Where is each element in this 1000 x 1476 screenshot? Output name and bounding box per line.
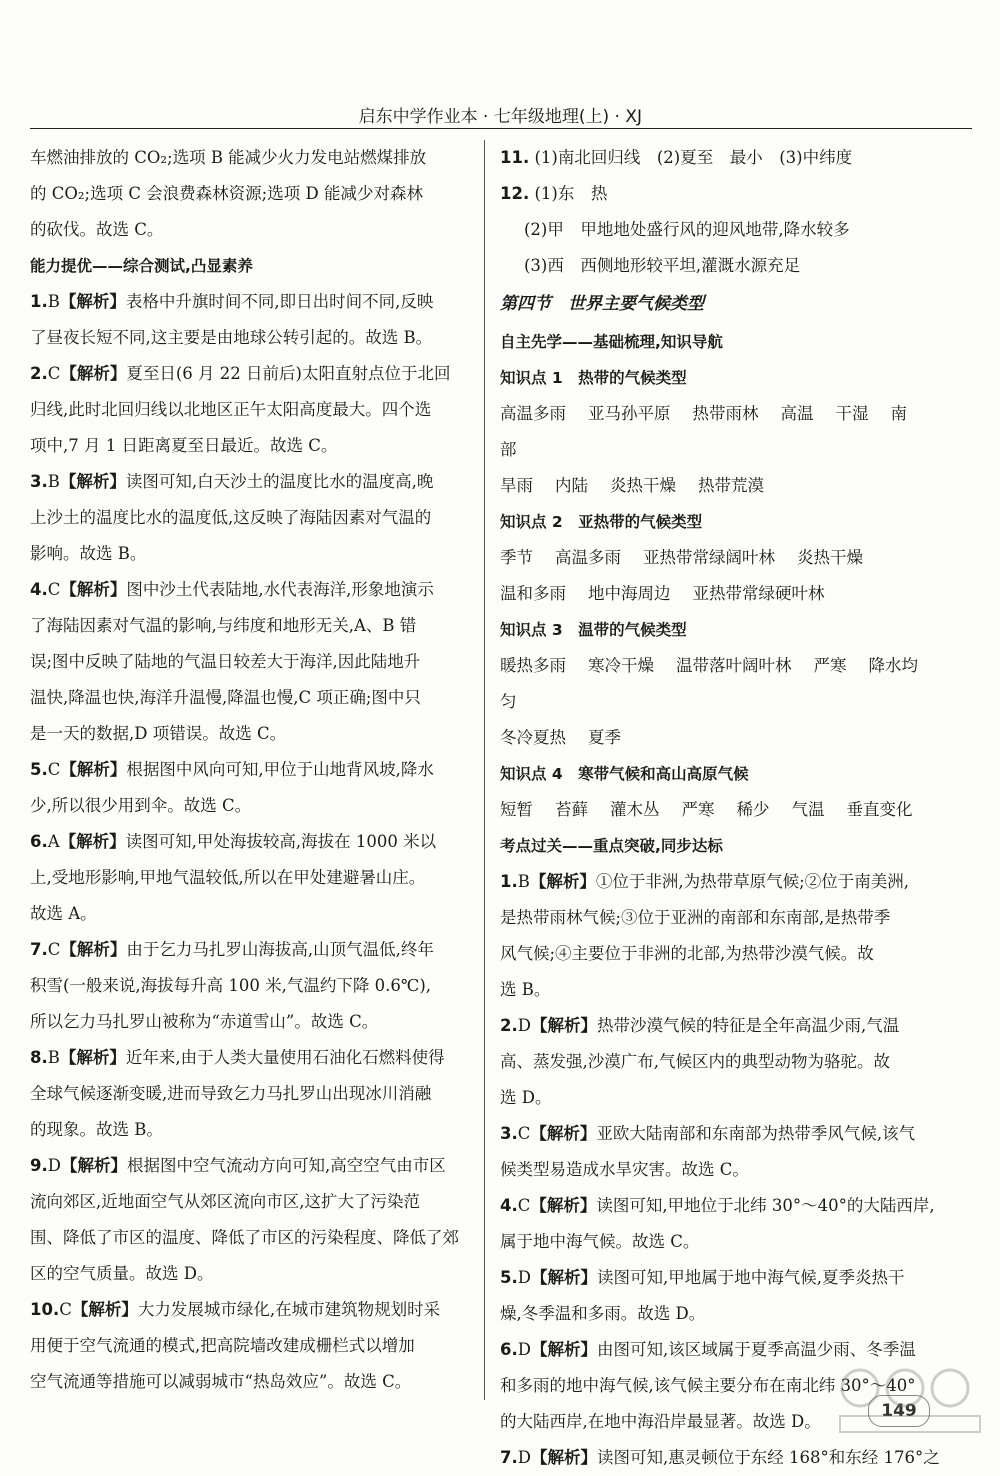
answer-line xyxy=(500,1116,940,1152)
term-row xyxy=(500,540,940,576)
analysis-tag: 【解析】 xyxy=(530,1124,597,1143)
answer-line xyxy=(500,900,940,936)
term: 南部 xyxy=(500,404,907,459)
answer-text: 根据图中空气流动方向可知,高空空气由市区 xyxy=(126,1156,446,1175)
answer-text: 少,所以很少用到伞。故选 C。 xyxy=(30,796,252,815)
answer-text: 表格中升旗时间不同,即日出时间不同,反映 xyxy=(125,292,434,311)
answer-line xyxy=(500,936,940,972)
answer-choice: B xyxy=(47,1048,60,1067)
answer-choice: C xyxy=(47,940,61,959)
answer-line xyxy=(500,1224,940,1260)
term: 高温多雨 xyxy=(555,548,621,567)
answer-line xyxy=(30,896,470,932)
analysis-tag: 【解析】 xyxy=(60,1156,127,1175)
answer-12 xyxy=(500,176,940,212)
answer-choice: C xyxy=(47,364,61,383)
right-column xyxy=(500,140,940,1476)
answer-choice: D xyxy=(517,1268,531,1287)
question-number: 7. xyxy=(30,940,48,959)
term: 夏季 xyxy=(588,728,621,747)
term: 冬冷夏热 xyxy=(500,728,566,747)
analysis-tag: 【解析】 xyxy=(59,292,126,311)
term: 气温 xyxy=(791,800,825,819)
term-row xyxy=(500,792,940,828)
answer-choice: B xyxy=(517,872,530,891)
analysis-tag: 【解析】 xyxy=(530,1016,597,1035)
question-number: 1. xyxy=(500,872,518,891)
term: 温和多雨 xyxy=(500,584,566,603)
answer-line xyxy=(500,1296,940,1332)
term: 地中海周边 xyxy=(588,584,671,603)
answer-choice: C xyxy=(59,1300,72,1319)
question-number: 10. xyxy=(30,1300,60,1319)
term-row xyxy=(500,648,940,720)
answer-text: 候类型易造成水旱灾害。故选 C。 xyxy=(500,1160,749,1179)
analysis-tag: 【解析】 xyxy=(530,1196,597,1215)
answer-text: 区的空气质量。故选 D。 xyxy=(30,1264,214,1283)
analysis-tag: 【解析】 xyxy=(71,1300,138,1319)
section-heading-exam: 考点过关——重点突破,同步达标 xyxy=(500,837,723,855)
analysis-tag: 【解析】 xyxy=(60,580,127,599)
answer-line xyxy=(30,500,470,536)
term-row xyxy=(500,576,940,612)
answer-line xyxy=(30,464,470,500)
answer-text: 风气候;④主要位于非洲的北部,为热带沙漠气候。故 xyxy=(500,944,874,963)
question-number: 5. xyxy=(30,760,48,779)
header-title: 启东中学作业本 · 七年级地理(上) · XJ xyxy=(358,107,642,127)
question-number: 5. xyxy=(500,1268,518,1287)
column-divider xyxy=(484,140,485,1400)
answer-text: 由图可知,该区域属于夏季高温少雨、冬季温 xyxy=(596,1340,916,1359)
knowledge-points xyxy=(500,360,940,828)
answer-text: ①位于非洲,为热带草原气候;②位于南美洲, xyxy=(595,872,909,891)
question-number: 2. xyxy=(30,364,48,383)
term: 灌木丛 xyxy=(610,800,660,819)
analysis-tag: 【解析】 xyxy=(59,1048,126,1067)
answer-text: 和多雨的地中海气候,该气候主要分布在南北纬 30°～40° xyxy=(500,1376,916,1395)
answer-line xyxy=(500,972,940,1008)
answer-line xyxy=(500,1152,940,1188)
term: 热带荒漠 xyxy=(698,476,764,495)
chapter-title: 第四节 世界主要气候类型 xyxy=(500,294,704,314)
term: 炎热干燥 xyxy=(797,548,863,567)
answer-line xyxy=(30,752,470,788)
answer-text: 用便于空气流通的模式,把高院墙改建成栅栏式以增加 xyxy=(30,1336,415,1355)
term: 高温多雨 xyxy=(500,404,566,423)
answer-text: 是热带雨林气候;③位于亚洲的南部和东南部,是热带季 xyxy=(500,908,891,927)
answer-text: 项中,7 月 1 日距离夏至日最近。故选 C。 xyxy=(30,436,338,455)
term: 降水均匀 xyxy=(500,656,918,711)
answer-choice: C xyxy=(47,760,61,779)
term: 季节 xyxy=(500,548,533,567)
answer-line xyxy=(500,1008,940,1044)
answer-line xyxy=(30,1148,470,1184)
answer-text: 了海陆因素对气温的影响,与纬度和地形无关,A、B 错 xyxy=(30,616,417,635)
term: 亚热带常绿阔叶林 xyxy=(643,548,775,567)
answer-line xyxy=(30,1112,470,1148)
question-number: 12. xyxy=(500,184,530,203)
term: 温带落叶阔叶林 xyxy=(676,656,792,675)
term: 短暂 xyxy=(500,800,533,819)
term: 垂直变化 xyxy=(846,800,913,819)
analysis-tag: 【解析】 xyxy=(530,1268,597,1287)
answer-line xyxy=(30,1040,470,1076)
answer-line xyxy=(500,1188,940,1224)
answer-choice: C xyxy=(517,1124,531,1143)
answer-line xyxy=(30,1184,470,1220)
term: 苔藓 xyxy=(555,800,588,819)
answer-text: 温快,降温也快,海洋升温慢,降温也慢,C 项正确;图中只 xyxy=(30,688,421,707)
term: 内陆 xyxy=(555,476,588,495)
answer-line xyxy=(30,356,470,392)
question-number: 2. xyxy=(500,1016,518,1035)
answer-line xyxy=(30,1364,470,1400)
answer-text: 读图可知,甲地属于地中海气候,夏季炎热干 xyxy=(596,1268,905,1287)
term: 稀少 xyxy=(736,800,770,819)
question-number: 3. xyxy=(30,472,48,491)
answer-text: 全球气候逐渐变暖,进而导致乞力马扎罗山出现冰川消融 xyxy=(30,1084,432,1103)
knowledge-point-title: 知识点 4 寒带气候和高山高原气候 xyxy=(500,765,749,783)
answer-choice: D xyxy=(517,1448,531,1467)
answer-text: 是一天的数据,D 项错误。故选 C。 xyxy=(30,724,287,743)
answer-choice: B xyxy=(47,292,60,311)
term: 炎热干燥 xyxy=(610,476,676,495)
answer-line xyxy=(30,428,470,464)
continued-line: 的 CO₂;选项 C 会浪费森林资源;选项 D 能减少对森林 xyxy=(30,184,423,203)
analysis-tag: 【解析】 xyxy=(59,832,126,851)
answer-text: 属于地中海气候。故选 C。 xyxy=(500,1232,700,1251)
answer-choice: D xyxy=(47,1156,61,1175)
term: 热带雨林 xyxy=(692,404,759,423)
answer-text: 燥,冬季温和多雨。故选 D。 xyxy=(500,1304,706,1323)
term: 干湿 xyxy=(835,404,869,423)
question-number: 4. xyxy=(500,1196,518,1215)
answer-text: 了昼夜长短不同,这主要是由地球公转引起的。故选 B。 xyxy=(30,328,433,347)
answer-text: 围、降低了市区的温度、降低了市区的污染程度、降低了郊 xyxy=(30,1228,459,1247)
analysis-tag: 【解析】 xyxy=(530,1448,597,1467)
answer-text: 高、蒸发强,沙漠广布,气候区内的典型动物为骆驼。故 xyxy=(500,1052,890,1071)
answer-text: 根据图中风向可知,甲位于山地背风坡,降水 xyxy=(126,760,434,779)
term-row xyxy=(500,468,940,504)
term: 寒冷干燥 xyxy=(588,656,654,675)
answer-line xyxy=(500,1044,940,1080)
analysis-tag: 【解析】 xyxy=(59,472,126,491)
analysis-tag: 【解析】 xyxy=(60,940,127,959)
answer-text: 热带沙漠气候的特征是全年高温少雨,气温 xyxy=(596,1016,900,1035)
analysis-tag: 【解析】 xyxy=(529,872,596,891)
answer-line xyxy=(500,1440,940,1476)
answer-text: 流向郊区,近地面空气从郊区流向市区,这扩大了污染范 xyxy=(30,1192,420,1211)
answer-text: 故选 A。 xyxy=(30,904,97,923)
answer-text: (1)东 热 xyxy=(534,184,608,203)
page-number: 149 xyxy=(868,1395,930,1427)
knowledge-point-title: 知识点 1 热带的气候类型 xyxy=(500,369,687,387)
answer-text: 空气流通等措施可以减弱城市“热岛效应”。故选 C。 xyxy=(30,1372,412,1391)
answer-choice: C xyxy=(517,1196,531,1215)
answer-line xyxy=(30,932,470,968)
answer-text: 读图可知,甲地位于北纬 30°～40°的大陆西岸, xyxy=(596,1196,935,1215)
question-number: 11. xyxy=(500,148,530,167)
answer-line xyxy=(30,284,470,320)
analysis-tag: 【解析】 xyxy=(530,1340,597,1359)
answer-choice: D xyxy=(517,1340,531,1359)
answer-line xyxy=(30,392,470,428)
answer-line xyxy=(30,1076,470,1112)
answer-text: 夏至日(6 月 22 日前后)太阳直射点位于北回 xyxy=(126,364,451,383)
watermark-logo xyxy=(830,1360,990,1440)
question-number: 9. xyxy=(30,1156,48,1175)
answer-text: 所以乞力马扎罗山被称为“赤道雪山”。故选 C。 xyxy=(30,1012,379,1031)
answer-line xyxy=(30,608,470,644)
answer-line xyxy=(30,572,470,608)
answer-line xyxy=(30,860,470,896)
analysis-tag: 【解析】 xyxy=(60,364,127,383)
answer-line xyxy=(30,1256,470,1292)
answer-line xyxy=(30,1292,470,1328)
answer-12-sub-2: (2)甲 甲地地处盛行风的迎风地带,降水较多 xyxy=(524,220,850,239)
answer-text: 积雪(一般来说,海拔每升高 100 米,气温约下降 0.6℃), xyxy=(30,976,432,995)
term-row xyxy=(500,720,940,756)
answer-text: 归线,此时北回归线以北地区正午太阳高度最大。四个选 xyxy=(30,400,432,419)
answer-line xyxy=(30,680,470,716)
answer-choice: A xyxy=(47,832,60,851)
answer-text: 亚欧大陆南部和东南部为热带季风气候,该气 xyxy=(596,1124,916,1143)
answer-text: 误;图中反映了陆地的气温日较差大于海洋,因此陆地升 xyxy=(30,652,421,671)
question-number: 3. xyxy=(500,1124,518,1143)
answer-choice: C xyxy=(47,580,61,599)
question-number: 8. xyxy=(30,1048,48,1067)
question-number: 7. xyxy=(500,1448,518,1467)
continued-line: 的砍伐。故选 C。 xyxy=(30,220,164,239)
answer-text: 上,受地形影响,甲地气温较低,所以在甲处建避暑山庄。 xyxy=(30,868,426,887)
page-header xyxy=(30,98,972,129)
answer-line xyxy=(30,716,470,752)
answer-choice: D xyxy=(517,1016,531,1035)
term: 严寒 xyxy=(681,800,715,819)
answer-11 xyxy=(500,140,940,176)
term-row xyxy=(500,396,940,468)
knowledge-point-title: 知识点 2 亚热带的气候类型 xyxy=(500,513,703,531)
answer-text: 选 B。 xyxy=(500,980,551,999)
analysis-tag: 【解析】 xyxy=(60,760,127,779)
continued-line: 车燃油排放的 CO₂;选项 B 能减少火力发电站燃煤排放 xyxy=(30,148,427,167)
answer-line xyxy=(30,1220,470,1256)
section-heading: 能力提优——综合测试,凸显素养 xyxy=(30,257,253,275)
term: 亚热带常绿硬叶林 xyxy=(692,584,825,603)
answer-text: 的大陆西岸,在地中海沿岸最显著。故选 D。 xyxy=(500,1412,821,1431)
question-number: 1. xyxy=(30,292,48,311)
answer-12-sub-3: (3)西 西侧地形较平坦,灌溉水源充足 xyxy=(524,256,801,275)
answer-line xyxy=(500,1260,940,1296)
section-heading-self-study: 自主先学——基础梳理,知识导航 xyxy=(500,333,723,351)
answer-text: (1)南北回归线 (2)夏至 最小 (3)中纬度 xyxy=(534,148,853,167)
answer-line xyxy=(30,644,470,680)
answer-line xyxy=(30,968,470,1004)
answer-text: 读图可知,白天沙土的温度比水的温度高,晚 xyxy=(125,472,434,491)
term: 严寒 xyxy=(813,656,847,675)
question-number: 6. xyxy=(30,832,48,851)
answer-line xyxy=(500,1080,940,1116)
left-column xyxy=(30,140,470,1400)
answer-line xyxy=(30,536,470,572)
term: 旱雨 xyxy=(500,476,533,495)
answer-text: 上沙土的温度比水的温度低,这反映了海陆因素对气温的 xyxy=(30,508,432,527)
answer-line xyxy=(30,1328,470,1364)
answer-text: 读图可知,甲处海拔较高,海拔在 1000 米以 xyxy=(125,832,437,851)
answer-text: 读图可知,惠灵顿位于东经 168°和东经 176°之 xyxy=(596,1448,940,1467)
answer-text: 影响。故选 B。 xyxy=(30,544,147,563)
term: 高温 xyxy=(780,404,814,423)
answer-line xyxy=(30,824,470,860)
answer-text: 近年来,由于人类大量使用石油化石燃料使得 xyxy=(125,1048,445,1067)
answer-text: 大力发展城市绿化,在城市建筑物规划时采 xyxy=(137,1300,441,1319)
term: 亚马孙平原 xyxy=(588,404,671,423)
answer-text: 的现象。故选 B。 xyxy=(30,1120,163,1139)
term: 暖热多雨 xyxy=(500,656,566,675)
knowledge-point-title: 知识点 3 温带的气候类型 xyxy=(500,621,687,639)
question-number: 6. xyxy=(500,1340,518,1359)
answer-choice: B xyxy=(47,472,60,491)
answer-line xyxy=(30,788,470,824)
answer-text: 选 D。 xyxy=(500,1088,552,1107)
answer-text: 图中沙土代表陆地,水代表海洋,形象地演示 xyxy=(126,580,434,599)
answer-line xyxy=(500,864,940,900)
answer-line xyxy=(30,1004,470,1040)
question-number: 4. xyxy=(30,580,48,599)
answer-text: 由于乞力马扎罗山海拔高,山顶气温低,终年 xyxy=(126,940,434,959)
answer-line xyxy=(30,320,470,356)
